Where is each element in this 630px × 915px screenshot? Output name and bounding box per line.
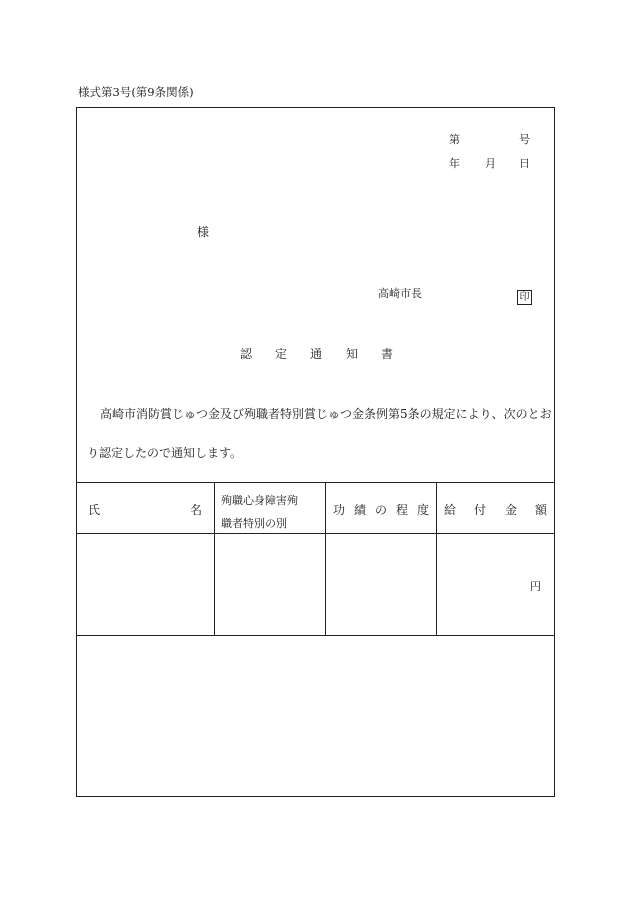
header-type-line-2: 職者特別の別 bbox=[221, 517, 287, 530]
header-amount-char-2: 付 bbox=[474, 503, 487, 517]
seal-mark bbox=[517, 285, 532, 305]
header-amount-char-3: 金 bbox=[505, 503, 518, 517]
table-top-border bbox=[76, 482, 555, 483]
header-amount-char-1: 給 bbox=[444, 503, 457, 517]
date-month: 月 bbox=[485, 157, 496, 170]
header-merit-char-5: 度 bbox=[417, 503, 430, 517]
amount-unit-yen: 円 bbox=[530, 580, 541, 593]
header-merit-char-4: 程 bbox=[396, 503, 409, 517]
title-char-3: 通 bbox=[310, 347, 323, 361]
date-day: 日 bbox=[519, 157, 530, 170]
header-type-line-1: 殉職心身障害殉 bbox=[221, 494, 298, 507]
header-amount-char-4: 額 bbox=[535, 503, 548, 517]
table-header-divider bbox=[76, 533, 555, 534]
table-col-divider-1 bbox=[214, 482, 215, 635]
form-label: 様式第3号(第9条関係) bbox=[78, 85, 194, 99]
body-text-line-2: り認定したので通知します。 bbox=[87, 446, 243, 460]
number-suffix: 号 bbox=[519, 133, 530, 146]
table-col-divider-2 bbox=[325, 482, 326, 635]
header-merit-char-1: 功 bbox=[333, 503, 346, 517]
header-name-char-1: 氏 bbox=[88, 503, 101, 517]
table-bottom-border bbox=[76, 635, 555, 636]
table-col-divider-3 bbox=[436, 482, 437, 635]
seal-text: 印 bbox=[517, 290, 532, 305]
title-char-2: 定 bbox=[275, 347, 288, 361]
title-char-5: 書 bbox=[381, 347, 394, 361]
addressee-suffix: 様 bbox=[197, 225, 210, 239]
title-char-4: 知 bbox=[346, 347, 359, 361]
date-year: 年 bbox=[449, 157, 460, 170]
header-merit-char-3: の bbox=[375, 503, 388, 517]
header-merit-char-2: 績 bbox=[354, 503, 367, 517]
number-prefix: 第 bbox=[449, 133, 460, 146]
header-name-char-2: 名 bbox=[190, 503, 203, 517]
issuer-name: 高崎市長 bbox=[378, 287, 422, 300]
body-text-line-1: 高崎市消防賞じゅつ金及び殉職者特別賞じゅつ金条例第5条の規定により、次のとお bbox=[100, 407, 552, 421]
title-char-1: 認 bbox=[240, 347, 253, 361]
